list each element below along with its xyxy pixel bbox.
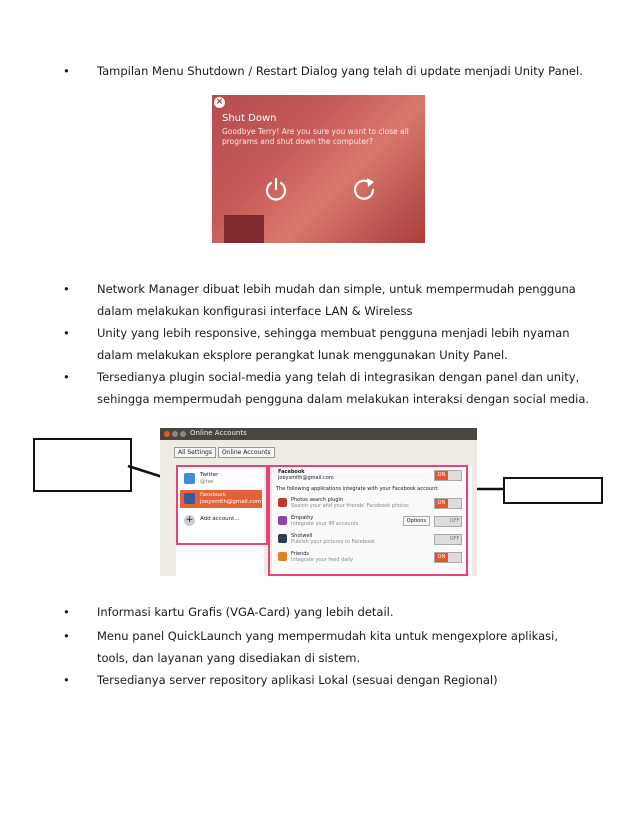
list-item-cont: dalam melakukan konfigurasi interface LAN & Wireless <box>97 304 413 318</box>
app-toggle[interactable]: OFF <box>434 534 462 545</box>
annotation-box-right <box>503 477 603 504</box>
account-toggle[interactable]: ON <box>434 470 462 481</box>
bullet: • <box>63 370 70 384</box>
list-item-cont: dalam melakukan eksplore perangkat lunak menggunakan Unity Panel. <box>97 348 508 362</box>
list-item: Menu panel QuickLaunch yang mempermudah kita untuk mengexplore aplikasi, <box>97 629 558 643</box>
highlight-accounts-list <box>176 465 268 545</box>
dialog-title: Shut Down <box>222 113 277 124</box>
shutdown-dialog-screenshot <box>212 95 425 243</box>
account-name: Twitter <box>200 472 219 478</box>
app-toggle[interactable]: OFF <box>434 516 462 527</box>
account-sub: @twi <box>200 479 214 485</box>
restart-icon[interactable] <box>350 175 378 203</box>
dialog-message: Goodbye Terry! Are you sure you want to close all programs and shut down the computer? <box>222 127 409 146</box>
options-button[interactable]: Options <box>403 516 430 526</box>
list-item: Network Manager dibuat lebih mudah dan simple, untuk mempermudah pengguna <box>97 282 576 296</box>
account-header-sub: joeysmith@gmail.com <box>278 475 334 481</box>
highlight-account-details <box>268 465 468 576</box>
app-name: Shotwell <box>291 533 313 539</box>
bullet: • <box>63 326 70 340</box>
bullet: • <box>63 605 70 619</box>
bullet: • <box>63 629 70 643</box>
list-item: Tampilan Menu Shutdown / Restart Dialog yang telah di update menjadi Unity Panel. <box>97 64 583 78</box>
background-tile <box>224 215 264 243</box>
bullet: • <box>63 64 70 78</box>
app-toggle[interactable]: ON <box>434 552 462 563</box>
account-header-name: Facebook <box>278 469 305 475</box>
integrate-text: The following applications integrate with your Facebook account: <box>276 486 439 492</box>
bullet: • <box>63 673 70 687</box>
account-name: Facebook <box>200 492 226 498</box>
close-icon[interactable]: × <box>215 97 224 107</box>
app-sub: Integrate your feed daily <box>291 557 354 563</box>
app-sub: Publish your pictures to Facebook <box>291 539 376 545</box>
window-titlebar <box>160 428 477 440</box>
list-item: Informasi kartu Grafis (VGA-Card) yang lebih detail. <box>97 605 394 619</box>
breadcrumb <box>174 447 277 458</box>
close-window-icon[interactable] <box>164 431 170 437</box>
list-item: Tersedianya server repository aplikasi Lokal (sesuai dengan Regional) <box>97 673 498 687</box>
app-sub: Integrate your IM accounts <box>291 521 359 527</box>
app-sub: Search your and your friends' Facebook photos <box>291 503 409 509</box>
list-item: Tersedianya plugin social-media yang telah di integrasikan dengan panel dan unity, <box>97 370 580 384</box>
tab-all-settings[interactable]: All Settings <box>174 447 216 458</box>
app-name: Empathy <box>291 515 314 521</box>
list-item: Unity yang lebih responsive, sehingga membuat pengguna menjadi lebih nyaman <box>97 326 570 340</box>
add-icon: + <box>185 515 194 525</box>
list-item-cont: tools, dan layanan yang disediakan di sistem. <box>97 651 361 665</box>
annotation-box-left <box>33 438 132 492</box>
app-name: Photos search plugin <box>291 497 344 503</box>
power-icon[interactable] <box>262 175 290 203</box>
list-item-cont: sehingga mempermudah pengguna dalam melakukan interaksi dengan social media. <box>97 392 590 406</box>
bullet: • <box>63 282 70 296</box>
app-name: Friends <box>291 551 309 557</box>
app-toggle[interactable]: ON <box>434 498 462 509</box>
account-name: Add account... <box>200 516 240 522</box>
window-title: Online Accounts <box>190 429 247 437</box>
minimize-icon[interactable] <box>172 431 178 437</box>
maximize-icon[interactable] <box>180 431 186 437</box>
account-sub: joeysmith@gmail.com <box>200 499 262 505</box>
tab-online-accounts[interactable]: Online Accounts <box>218 447 275 458</box>
